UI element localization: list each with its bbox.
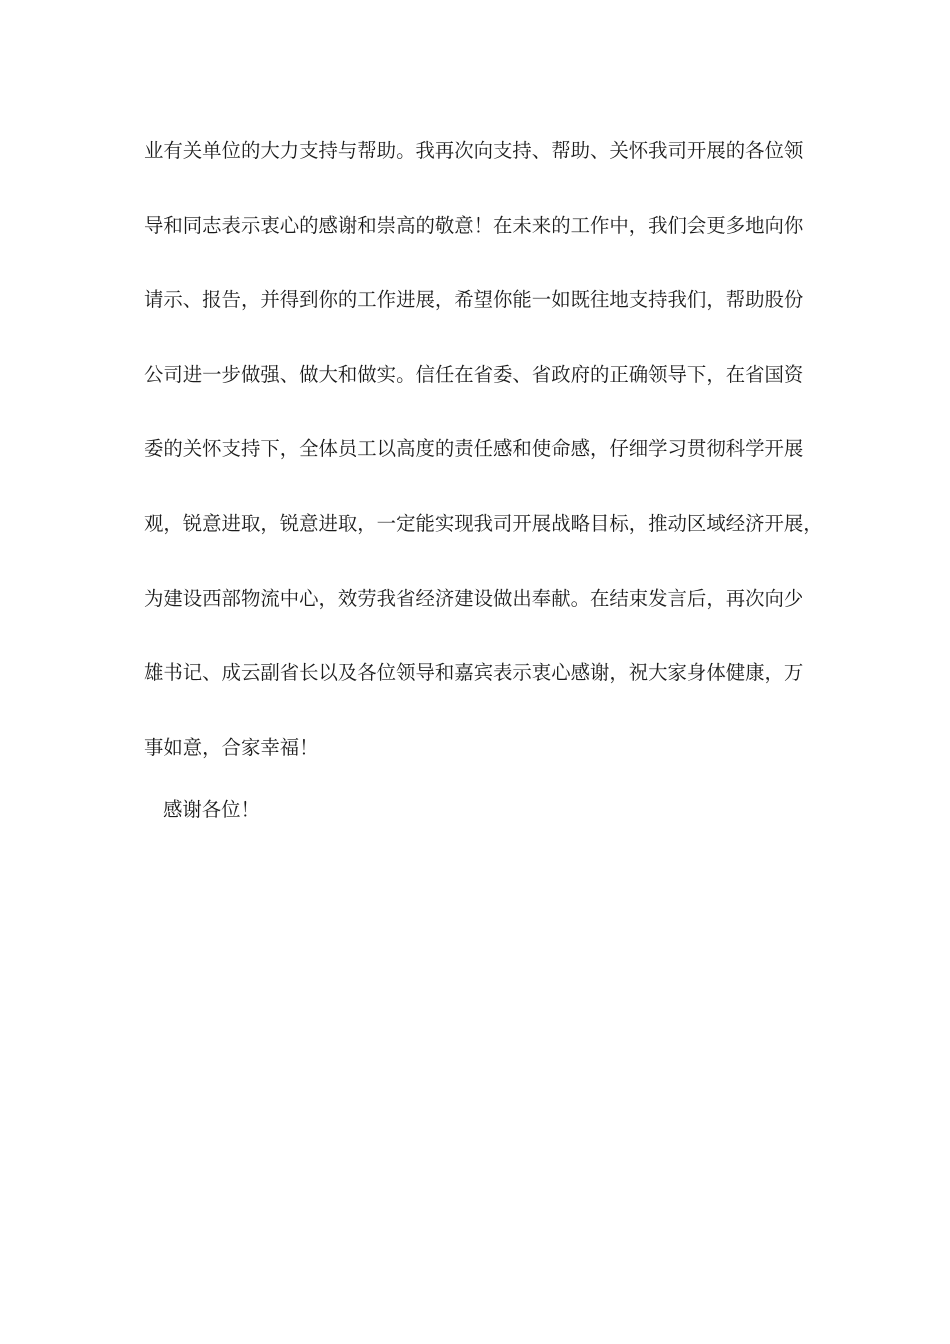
paragraph-line-5: 委的关怀支持下，全体员工以高度的责任感和使命感，仔细学习贯彻科学开展	[144, 437, 804, 461]
paragraph-line-7: 为建设西部物流中心，效劳我省经济建设做出奉献。在结束发言后，再次向少	[144, 586, 804, 610]
paragraph-line-6: 观，锐意进取，锐意进取，一定能实现我司开展战略目标，推动区域经济开展，	[144, 511, 823, 535]
paragraph-line-3: 请示、报告，并得到你的工作进展，希望你能一如既往地支持我们，帮助股份	[144, 288, 804, 312]
closing-remark: 感谢各位！	[163, 798, 260, 821]
paragraph-line-9: 事如意，合家幸福！	[144, 735, 319, 759]
paragraph-line-4: 公司进一步做强、做大和做实。信任在省委、省政府的正确领导下，在省国资	[144, 362, 804, 386]
paragraph-line-2: 导和同志表示衷心的感谢和崇高的敬意！在未来的工作中，我们会更多地向你	[144, 213, 804, 237]
paragraph-line-1: 业有关单位的大力支持与帮助。我再次向支持、帮助、关怀我司开展的各位领	[144, 139, 804, 162]
paragraph-line-8: 雄书记、成云副省长以及各位领导和嘉宾表示衷心感谢，祝大家身体健康，万	[144, 661, 804, 685]
speech-paragraph	[144, 131, 823, 802]
